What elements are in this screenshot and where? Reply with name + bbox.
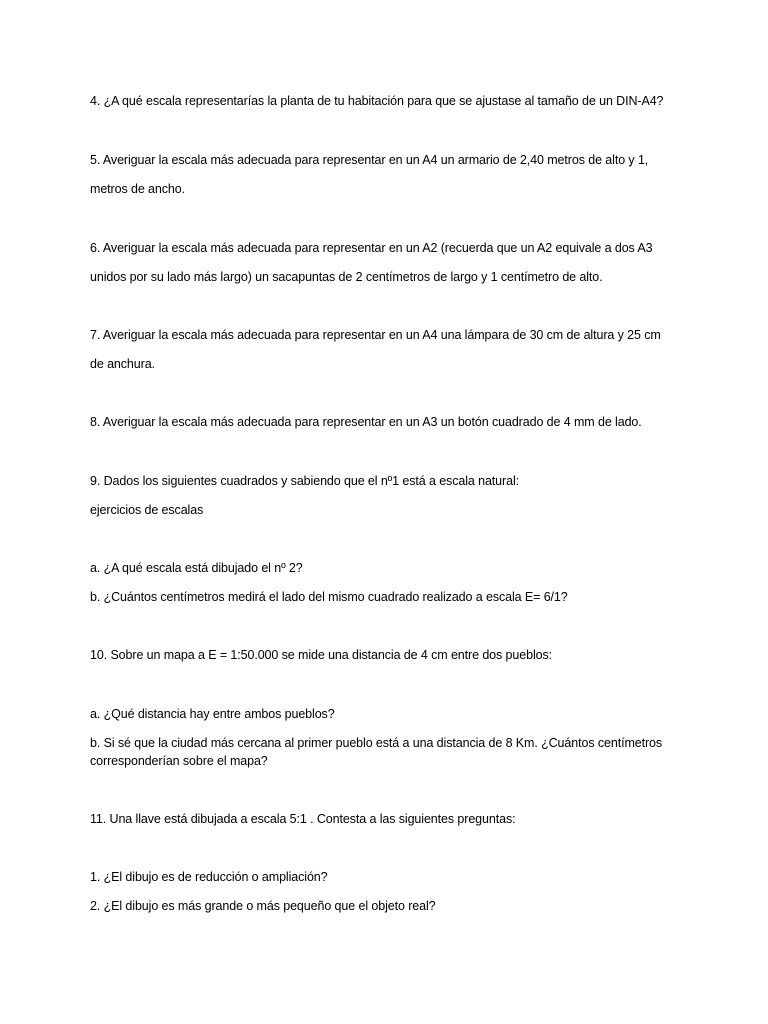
question-9: 9. Dados los siguientes cuadrados y sabiendo que el nº1 está a escala natural: — [90, 474, 519, 488]
question-6-continued: unidos por su lado más largo) un sacapuntas de 2 centímetros de largo y 1 centímetro de alto. — [90, 270, 603, 284]
question-10-a: a. ¿Qué distancia hay entre ambos pueblos? — [90, 707, 335, 721]
question-4: 4. ¿A qué escala representarías la planta de tu habitación para que se ajustase al tamaño de un DIN-A4? — [90, 94, 664, 108]
question-7-continued: de anchura. — [90, 357, 155, 371]
question-8: 8. Averiguar la escala más adecuada para representar en un A3 un botón cuadrado de 4 mm de lado. — [90, 415, 642, 429]
question-10-b-continued: corresponderían sobre el mapa? — [90, 754, 268, 768]
question-11: 11. Una llave está dibujada a escala 5:1 . Contesta a las siguientes preguntas: — [90, 812, 516, 826]
question-11-2: 2. ¿El dibujo es más grande o más pequeño que el objeto real? — [90, 899, 436, 913]
question-11-1: 1. ¿El dibujo es de reducción o ampliación? — [90, 870, 328, 884]
question-10: 10. Sobre un mapa a E = 1:50.000 se mide una distancia de 4 cm entre dos pueblos: — [90, 648, 552, 662]
question-5: 5. Averiguar la escala más adecuada para representar en un A4 un armario de 2,40 metros de alto y 1, — [90, 153, 649, 167]
image-caption: ejercicios de escalas — [90, 503, 204, 517]
question-9-b: b. ¿Cuántos centímetros medirá el lado del mismo cuadrado realizado a escala E= 6/1? — [90, 590, 568, 604]
question-6: 6. Averiguar la escala más adecuada para representar en un A2 (recuerda que un A2 equivale a dos A3 — [90, 241, 653, 255]
question-7: 7. Averiguar la escala más adecuada para representar en un A4 una lámpara de 30 cm de altura y 25 cm — [90, 328, 661, 342]
question-10-b: b. Si sé que la ciudad más cercana al primer pueblo está a una distancia de 8 Km. ¿Cuántos centímetros — [90, 736, 663, 750]
question-9-a: a. ¿A qué escala está dibujado el nº 2? — [90, 561, 303, 575]
question-5-continued: metros de ancho. — [90, 182, 185, 196]
